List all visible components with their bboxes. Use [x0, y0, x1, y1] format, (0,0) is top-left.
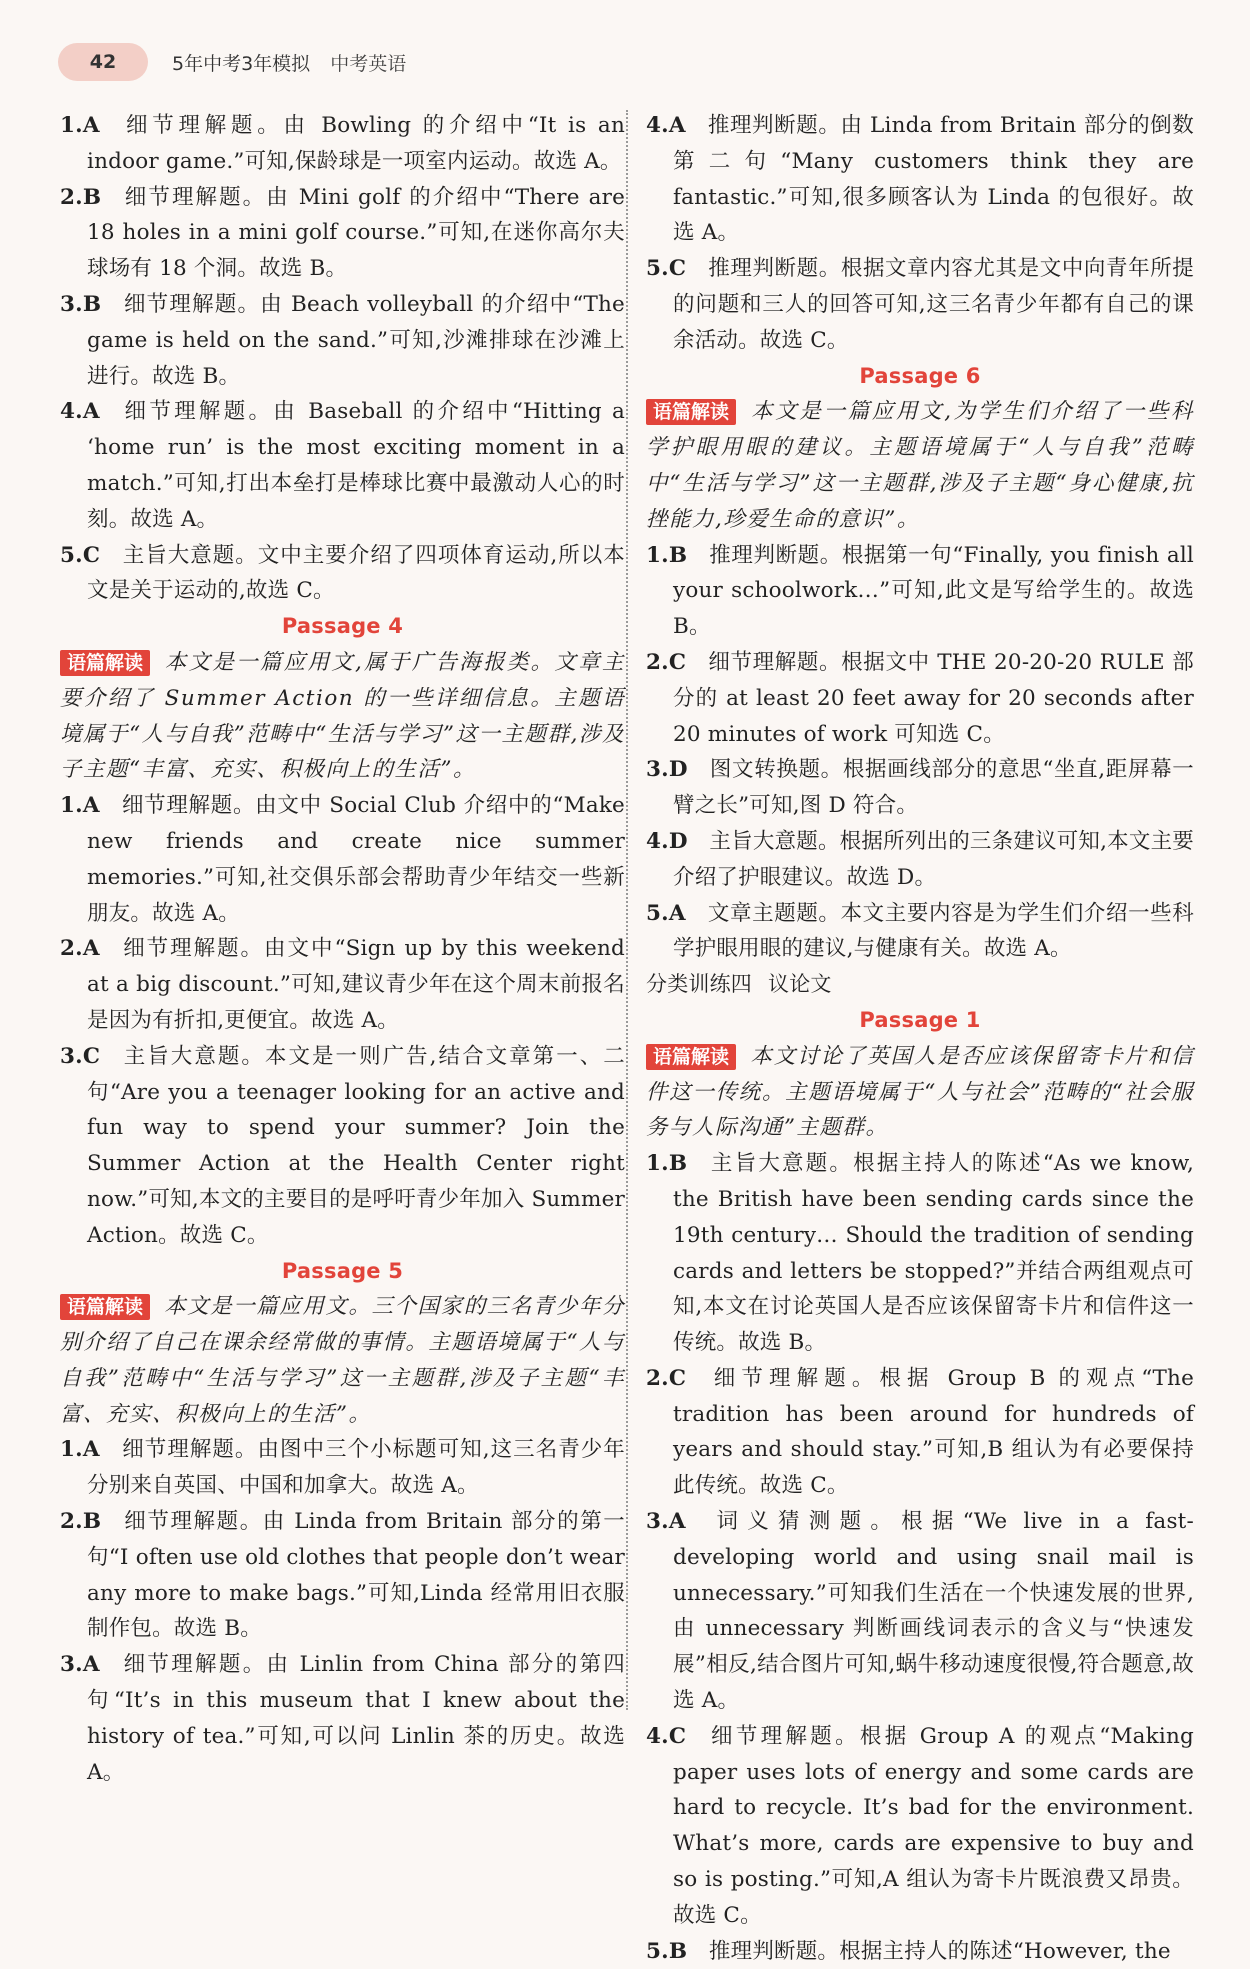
intro-text: 本文讨论了英国人是否应该保留寄卡片和信件这一传统。主题语境属于“人与社会”范畴的“社会服务与人际沟通”主题群。	[646, 1043, 1194, 1141]
intro-text: 本文是一篇应用文,为学生们介绍了一些科学护眼用眼的建议。主题语境属于“人与自我”范畴中“生活与学习”这一主题群,涉及子主题“身心健康,抗挫能力,珍爱生命的意识”。	[646, 399, 1194, 532]
answer-text: 推理判断题。根据第一句“Finally, you finish all your schoolwork…”可知,此文是写给学生的。故选 B。	[673, 542, 1194, 640]
answer-number: 2.C	[646, 1365, 687, 1391]
section-label: 分类训练四	[646, 972, 752, 997]
answer-item	[60, 538, 625, 610]
answer-number: 3.A	[646, 1509, 686, 1535]
passage-heading: Passage 4	[281, 614, 404, 639]
answer-number: 5.C	[646, 256, 687, 282]
answer-number: 2.B	[60, 1509, 102, 1535]
answer-number: 2.A	[60, 936, 100, 962]
page-header	[58, 42, 406, 82]
passage-intro	[60, 1289, 625, 1432]
answer-item	[60, 931, 625, 1038]
passage-intro	[646, 394, 1194, 537]
intro-tag: 语篇解读	[60, 650, 150, 676]
answer-item	[60, 180, 625, 287]
answer-text: 文章主题题。本文主要内容是为学生们介绍一些科学护眼用眼的建议,与健康有关。故选 A。	[673, 900, 1194, 962]
section-name: 议论文	[768, 972, 832, 997]
answer-item	[646, 1934, 1194, 1969]
answer-text: 细节理解题。由 Baseball 的介绍中“Hitting a ‘home run’ is the most exciting moment in a match.”可知,打出本垒打是棒球比赛中最激动人心的时刻。故选 A。	[87, 399, 625, 532]
answer-text: 细节理解题。由 Beach volleyball 的介绍中“The game is held on the sand.”可知,沙滩排球在沙滩上进行。故选 B。	[87, 291, 625, 389]
answer-number: 1.A	[60, 113, 100, 138]
answer-item	[646, 251, 1194, 358]
right-column	[646, 108, 1194, 1969]
answer-number: 4.C	[646, 1723, 687, 1749]
answer-number: 5.A	[646, 900, 686, 926]
answer-text: 细节理解题。根据 Group A 的观点“Making paper uses lots of energy and some cards are hard to recycle. It’s bad for the environment. What’s more, cards are expensive to buy and so is posting.”可知,A 组认为寄卡片既浪费又昂贵。故选 C。	[673, 1723, 1194, 1928]
answer-item	[60, 394, 625, 537]
passage-intro	[646, 1039, 1194, 1146]
answer-number: 1.A	[60, 793, 100, 819]
answer-item	[60, 1432, 625, 1504]
answer-number: 2.C	[646, 649, 687, 675]
answer-item	[646, 1146, 1194, 1361]
answer-item	[646, 645, 1194, 752]
answer-number: 4.D	[646, 828, 688, 854]
answer-number: 4.A	[646, 113, 686, 138]
answer-number: 1.A	[60, 1437, 100, 1463]
answer-text: 主旨大意题。文中主要介绍了四项体育运动,所以本文是关于运动的,故选 C。	[87, 542, 625, 604]
answer-item	[646, 1504, 1194, 1719]
answer-text: 细节理解题。由 Linda from Britain 部分的第一句“I often use old clothes that people don’t wear any more to make bags.”可知,Linda 经常用旧衣服制作包。故选 B。	[87, 1509, 625, 1642]
answer-text: 细节理解题。根据文中 THE 20-20-20 RULE 部分的 at least 20 feet away for 20 seconds after 20 minutes of work 可知选 C。	[673, 649, 1194, 747]
answer-text: 细节理解题。由文中 Social Club 介绍中的“Make new friends and create nice summer memories.”可知,社交俱乐部会帮助青少年结交一些新朋友。故选 A。	[87, 793, 625, 926]
answer-text: 细节理解题。由 Linlin from China 部分的第四句“It’s in this museum that I knew about the history of tea.”可知,可以问 Linlin 茶的历史。故选 A。	[87, 1652, 625, 1785]
answer-number: 4.A	[60, 399, 100, 425]
answer-number: 3.C	[60, 1043, 101, 1069]
answer-text: 细节理解题。由 Mini golf 的介绍中“There are 18 holes in a mini golf course.”可知,在迷你高尔夫球场有 18 个洞。故选 B。	[87, 184, 625, 282]
answer-item	[646, 752, 1194, 824]
page-number: 42	[58, 43, 148, 81]
answer-item	[646, 824, 1194, 896]
answer-number: 5.C	[60, 542, 101, 568]
subject-label: 中考英语	[330, 52, 407, 75]
answer-text: 主旨大意题。根据主持人的陈述“As we know, the British have been sending cards since the 19th century… Should the tradition of sending cards and letters be stopped?”并结合两组观点可知,本文在讨论英国人是否应该保留寄卡片和信件这一传统。故选 B。	[673, 1151, 1194, 1356]
answer-item	[60, 788, 625, 931]
answer-text: 主旨大意题。本文是一则广告,结合文章第一、二句“Are you a teenager looking for an active and fun way to spend your summer? Join the Summer Action at the Health Center right now.”可知,本文的主要目的是呼吁青少年加入 Summer Action。故选 C。	[87, 1043, 625, 1248]
answer-number: 3.D	[646, 757, 688, 783]
passage-heading: Passage 1	[859, 1007, 981, 1032]
answer-item	[646, 1361, 1194, 1504]
intro-tag: 语篇解读	[60, 1294, 150, 1320]
intro-tag: 语篇解读	[646, 399, 736, 425]
answer-item	[646, 538, 1194, 645]
answer-item	[60, 1039, 625, 1254]
answer-text: 推理判断题。根据文章内容尤其是文中向青年所提的问题和三人的回答可知,这三名青少年都有自己的课余活动。故选 C。	[673, 256, 1194, 353]
answer-text: 细节理解题。由图中三个小标题可知,这三名青少年分别来自英国、中国和加拿大。故选 A。	[87, 1437, 625, 1499]
answer-text: 词义猜测题。根据“We live in a fast-developing world and using snail mail is unnecessary.”可知我们生活在一个快速发展的世界,由 unnecessary 判断画线词表示的含义与“快速发展”相反,结合图片可知,蜗牛移动速度很慢,符合题意,故选 A。	[673, 1509, 1194, 1714]
answer-number: 3.B	[60, 291, 102, 317]
answer-text: 推理判断题。由 Linda from Britain 部分的倒数第二句“Many customers think they are fantastic.”可知,很多顾客认为 Linda 的包很好。故选 A。	[673, 113, 1194, 246]
answer-item	[60, 287, 625, 394]
intro-text: 本文是一篇应用文,属于广告海报类。文章主要介绍了 Summer Action 的一些详细信息。主题语境属于“人与自我”范畴中“生活与学习”这一主题群,涉及子主题“丰富、充实、积极向上的生活”。	[60, 649, 625, 783]
answer-text: 细节理解题。根据 Group B 的观点“The tradition has been around for hundreds of years and should stay.”可知,B 组认为有必要保持此传统。故选 C。	[673, 1365, 1194, 1499]
answer-text: 细节理解题。由 Bowling 的介绍中“It is an indoor game.”可知,保龄球是一项室内运动。故选 A。	[87, 113, 625, 174]
answer-item	[60, 1647, 625, 1790]
answer-item	[60, 108, 625, 180]
passage-heading: Passage 5	[281, 1258, 404, 1283]
answer-number: 5.B	[646, 1938, 688, 1964]
column-divider	[626, 110, 628, 1710]
passage-heading: Passage 6	[859, 363, 981, 388]
answer-number: 1.B	[646, 542, 688, 568]
answer-text: 细节理解题。由文中“Sign up by this weekend at a big discount.”可知,建议青少年在这个周末前报名是因为有折扣,更便宜。故选 A。	[87, 936, 625, 1033]
intro-tag: 语篇解读	[646, 1044, 736, 1070]
answer-number: 3.A	[60, 1652, 100, 1678]
answer-item	[646, 896, 1194, 968]
answer-number: 2.B	[60, 184, 102, 210]
answer-item	[646, 1719, 1194, 1934]
answer-item	[60, 1504, 625, 1647]
answer-item	[646, 108, 1194, 251]
answer-text: 主旨大意题。根据所列出的三条建议可知,本文主要介绍了护眼建议。故选 D。	[673, 828, 1194, 890]
answer-number: 1.B	[646, 1151, 688, 1177]
section-heading	[646, 967, 1194, 1003]
answer-text: 推理判断题。根据主持人的陈述“However, the	[708, 1938, 1171, 1964]
left-column	[60, 108, 625, 1790]
passage-intro	[60, 645, 625, 788]
answer-text: 图文转换题。根据画线部分的意思“坐直,距屏幕一臂之长”可知,图 D 符合。	[673, 757, 1194, 819]
book-title: 5年中考3年模拟	[172, 52, 311, 75]
intro-text: 本文是一篇应用文。三个国家的三名青少年分别介绍了自己在课余经常做的事情。主题语境属于“人与自我”范畴中“生活与学习”这一主题群,涉及子主题“丰富、充实、积极向上的生活”。	[60, 1294, 625, 1427]
